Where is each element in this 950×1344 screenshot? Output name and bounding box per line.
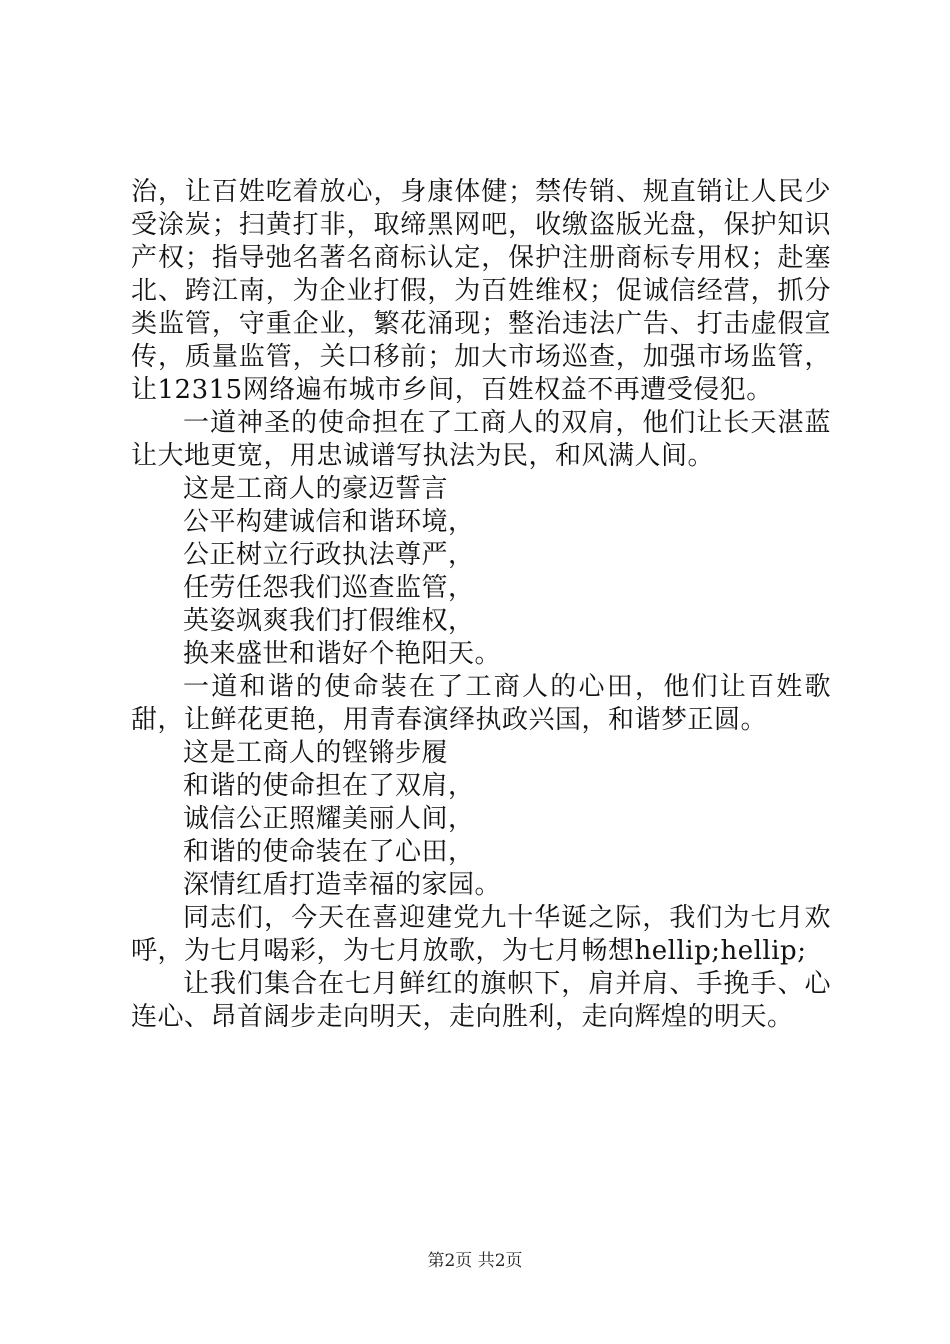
verse-line: 和谐的使命担在了双肩， <box>183 771 475 801</box>
paragraph-continued: 治，让百姓吃着放心，身康体健；禁传销、规直销让人民少受涂炭；扫黄打非，取缔黑网吧，收缴盗版光盘，保护知识产权；指导弛名著名商标认定，保护注册商标专用权；赴塞北、跨江南，为企业打假，为百姓维权；促诚信经营，抓分类监管，守重企业，繁花涌现；整治违法广告、打击虚假宣传，质量监管，关口移前；加大市场巡查，加强市场监管，让12315网络遍布城市乡间，百姓权益不再遭受侵犯。 <box>131 177 831 405</box>
verse-line: 和谐的使命装在了心田， <box>183 837 475 867</box>
paragraph-closing: 让我们集合在七月鲜红的旗帜下，肩并肩、手挽手、心连心、昂首阔步走向明天，走向胜利，走向辉煌的明天。 <box>131 969 831 1032</box>
verse-line: 任劳任怨我们巡查监管， <box>183 573 475 603</box>
verse-line: 诚信公正照耀美丽人间， <box>183 804 475 834</box>
paragraph-comrades: 同志们，今天在喜迎建党九十华诞之际，我们为七月欢呼，为七月喝彩，为七月放歌，为七月畅想hellip;hellip; <box>131 903 831 966</box>
paragraph-sacred-mission: 一道神圣的使命担在了工商人的双肩，他们让长天湛蓝让大地更宽，用忠诚谱写执法为民，和风满人间。 <box>131 408 831 471</box>
verse-line: 公平构建诚信和谐环境， <box>183 507 475 537</box>
verse-line: 公正树立行政执法尊严， <box>183 540 475 570</box>
verse-line: 深情红盾打造幸福的家园。 <box>183 870 502 900</box>
document-body <box>131 176 831 1034</box>
verse-line: 这是工商人的铿锵步履 <box>183 738 449 768</box>
verse-line: 英姿飒爽我们打假维权， <box>183 606 475 636</box>
page-number-footer: 第2页 共2页 <box>427 1251 523 1271</box>
paragraph-harmonious-mission: 一道和谐的使命装在了工商人的心田，他们让百姓歌甜，让鲜花更艳，用青春演绎执政兴国，和谐梦正圆。 <box>131 672 831 735</box>
verse-line: 这是工商人的豪迈誓言 <box>183 474 449 504</box>
verse-line: 换来盛世和谐好个艳阳天。 <box>183 639 502 669</box>
